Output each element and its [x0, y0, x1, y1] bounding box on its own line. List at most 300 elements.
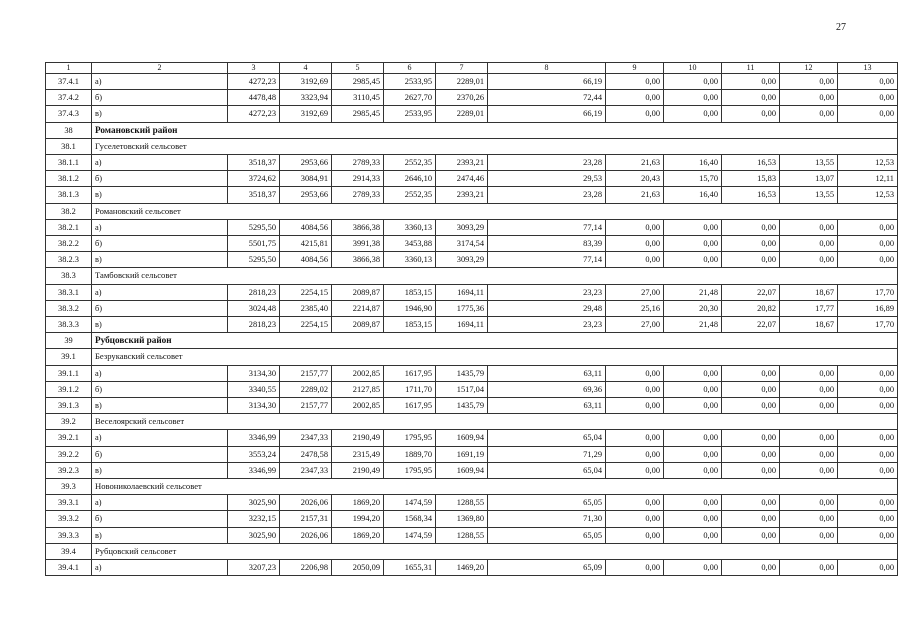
value-cell: 2157,77	[280, 398, 332, 414]
value-cell: 2953,66	[280, 187, 332, 203]
council-title: Романовский сельсовет	[92, 203, 898, 219]
district-row	[46, 122, 898, 138]
value-cell: 0,00	[838, 495, 898, 511]
district-row	[46, 333, 898, 349]
value-cell: 2818,23	[228, 317, 280, 333]
page-number: 27	[836, 22, 846, 33]
table-row	[46, 300, 898, 316]
value-cell: 3346,99	[228, 430, 280, 446]
value-cell: 12,53	[838, 187, 898, 203]
variant-label: а)	[92, 430, 228, 446]
value-cell: 20,30	[664, 300, 722, 316]
value-cell: 1568,34	[384, 511, 436, 527]
value-cell: 0,00	[722, 74, 780, 90]
row-index: 39.4.1	[46, 560, 92, 576]
value-cell: 2050,09	[332, 560, 384, 576]
value-cell: 0,00	[606, 430, 664, 446]
value-cell: 12,11	[838, 171, 898, 187]
value-cell: 0,00	[722, 381, 780, 397]
table-row	[46, 106, 898, 122]
value-cell: 1711,70	[384, 381, 436, 397]
value-cell: 2002,85	[332, 398, 384, 414]
value-cell: 0,00	[664, 74, 722, 90]
value-cell: 3134,30	[228, 365, 280, 381]
row-index: 39.1.2	[46, 381, 92, 397]
column-number-row	[46, 63, 898, 74]
value-cell: 2789,33	[332, 187, 384, 203]
value-cell: 0,00	[606, 236, 664, 252]
value-cell: 0,00	[838, 462, 898, 478]
variant-label: а)	[92, 284, 228, 300]
value-cell: 4478,48	[228, 90, 280, 106]
council-row	[46, 268, 898, 284]
value-cell: 0,00	[838, 365, 898, 381]
council-row	[46, 349, 898, 365]
value-cell: 2533,95	[384, 74, 436, 90]
value-cell: 2474,46	[436, 171, 488, 187]
column-number-header: 5	[332, 63, 384, 74]
value-cell: 0,00	[664, 560, 722, 576]
value-cell: 77,14	[488, 219, 606, 235]
row-index: 39.1	[46, 349, 92, 365]
value-cell: 4215,81	[280, 236, 332, 252]
value-cell: 4272,23	[228, 74, 280, 90]
value-cell: 0,00	[780, 365, 838, 381]
value-cell: 3192,69	[280, 106, 332, 122]
row-index: 39.2	[46, 414, 92, 430]
table-row	[46, 560, 898, 576]
value-cell: 0,00	[664, 219, 722, 235]
value-cell: 66,19	[488, 106, 606, 122]
value-cell: 0,00	[780, 527, 838, 543]
value-cell: 1694,11	[436, 284, 488, 300]
value-cell: 3323,94	[280, 90, 332, 106]
variant-label: б)	[92, 90, 228, 106]
value-cell: 1946,90	[384, 300, 436, 316]
tariff-table	[45, 62, 898, 576]
value-cell: 2818,23	[228, 284, 280, 300]
value-cell: 1609,94	[436, 430, 488, 446]
value-cell: 21,63	[606, 187, 664, 203]
row-index: 37.4.2	[46, 90, 92, 106]
council-title: Тамбовский сельсовет	[92, 268, 898, 284]
value-cell: 23,28	[488, 187, 606, 203]
value-cell: 13,55	[780, 187, 838, 203]
value-cell: 63,11	[488, 398, 606, 414]
column-number-header: 10	[664, 63, 722, 74]
column-number-header: 13	[838, 63, 898, 74]
variant-label: б)	[92, 171, 228, 187]
value-cell: 0,00	[838, 106, 898, 122]
value-cell: 18,67	[780, 284, 838, 300]
variant-label: в)	[92, 252, 228, 268]
value-cell: 2478,58	[280, 446, 332, 462]
value-cell: 0,00	[780, 446, 838, 462]
variant-label: а)	[92, 365, 228, 381]
column-number-header: 8	[488, 63, 606, 74]
value-cell: 0,00	[722, 219, 780, 235]
value-cell: 66,19	[488, 74, 606, 90]
value-cell: 0,00	[606, 560, 664, 576]
value-cell: 2552,35	[384, 187, 436, 203]
value-cell: 0,00	[664, 398, 722, 414]
value-cell: 1853,15	[384, 284, 436, 300]
variant-label: в)	[92, 106, 228, 122]
value-cell: 0,00	[606, 462, 664, 478]
value-cell: 0,00	[838, 446, 898, 462]
variant-label: а)	[92, 560, 228, 576]
value-cell: 0,00	[722, 511, 780, 527]
value-cell: 3518,37	[228, 155, 280, 171]
value-cell: 13,07	[780, 171, 838, 187]
value-cell: 3025,90	[228, 527, 280, 543]
value-cell: 0,00	[780, 219, 838, 235]
value-cell: 20,82	[722, 300, 780, 316]
value-cell: 2985,45	[332, 106, 384, 122]
value-cell: 0,00	[722, 462, 780, 478]
variant-label: а)	[92, 155, 228, 171]
council-row	[46, 543, 898, 559]
value-cell: 83,39	[488, 236, 606, 252]
value-cell: 0,00	[780, 236, 838, 252]
value-cell: 2953,66	[280, 155, 332, 171]
value-cell: 3866,38	[332, 252, 384, 268]
district-title: Рубцовский район	[92, 333, 898, 349]
value-cell: 2533,95	[384, 106, 436, 122]
value-cell: 23,23	[488, 317, 606, 333]
value-cell: 22,07	[722, 317, 780, 333]
value-cell: 3174,54	[436, 236, 488, 252]
council-row	[46, 479, 898, 495]
value-cell: 0,00	[780, 462, 838, 478]
value-cell: 1694,11	[436, 317, 488, 333]
value-cell: 0,00	[664, 381, 722, 397]
value-cell: 16,53	[722, 187, 780, 203]
value-cell: 0,00	[606, 527, 664, 543]
value-cell: 0,00	[838, 236, 898, 252]
council-title: Рубцовский сельсовет	[92, 543, 898, 559]
table-row	[46, 252, 898, 268]
value-cell: 2789,33	[332, 155, 384, 171]
table-row	[46, 155, 898, 171]
value-cell: 0,00	[838, 398, 898, 414]
value-cell: 0,00	[664, 446, 722, 462]
variant-label: а)	[92, 74, 228, 90]
column-number-header: 11	[722, 63, 780, 74]
value-cell: 4084,56	[280, 252, 332, 268]
value-cell: 0,00	[664, 462, 722, 478]
value-cell: 0,00	[664, 365, 722, 381]
value-cell: 3518,37	[228, 187, 280, 203]
value-cell: 65,09	[488, 560, 606, 576]
value-cell: 0,00	[780, 90, 838, 106]
value-cell: 21,48	[664, 284, 722, 300]
value-cell: 2026,06	[280, 495, 332, 511]
value-cell: 0,00	[664, 252, 722, 268]
council-title: Гуселетовский сельсовет	[92, 138, 898, 154]
row-index: 39.2.2	[46, 446, 92, 462]
table-row	[46, 511, 898, 527]
value-cell: 16,40	[664, 187, 722, 203]
row-index: 38.2	[46, 203, 92, 219]
value-cell: 3453,88	[384, 236, 436, 252]
value-cell: 0,00	[838, 511, 898, 527]
value-cell: 0,00	[664, 90, 722, 106]
variant-label: в)	[92, 317, 228, 333]
table-row	[46, 90, 898, 106]
value-cell: 0,00	[664, 106, 722, 122]
council-row	[46, 138, 898, 154]
column-number-header: 4	[280, 63, 332, 74]
row-index: 39.1.1	[46, 365, 92, 381]
value-cell: 65,04	[488, 462, 606, 478]
value-cell: 1775,36	[436, 300, 488, 316]
value-cell: 0,00	[722, 106, 780, 122]
row-index: 39.2.3	[46, 462, 92, 478]
value-cell: 1369,80	[436, 511, 488, 527]
value-cell: 2393,21	[436, 187, 488, 203]
value-cell: 0,00	[722, 252, 780, 268]
value-cell: 22,07	[722, 284, 780, 300]
value-cell: 0,00	[722, 446, 780, 462]
value-cell: 0,00	[780, 252, 838, 268]
value-cell: 0,00	[664, 527, 722, 543]
council-row	[46, 414, 898, 430]
value-cell: 0,00	[838, 527, 898, 543]
district-title: Романовский район	[92, 122, 898, 138]
row-index: 37.4.3	[46, 106, 92, 122]
value-cell: 2289,02	[280, 381, 332, 397]
value-cell: 3991,38	[332, 236, 384, 252]
value-cell: 77,14	[488, 252, 606, 268]
value-cell: 3192,69	[280, 74, 332, 90]
value-cell: 2985,45	[332, 74, 384, 90]
table-body	[46, 74, 898, 576]
row-index: 37.4.1	[46, 74, 92, 90]
value-cell: 65,05	[488, 527, 606, 543]
value-cell: 5501,75	[228, 236, 280, 252]
value-cell: 16,89	[838, 300, 898, 316]
table-row	[46, 171, 898, 187]
value-cell: 0,00	[722, 430, 780, 446]
value-cell: 25,16	[606, 300, 664, 316]
value-cell: 3232,15	[228, 511, 280, 527]
table-row	[46, 74, 898, 90]
value-cell: 3024,48	[228, 300, 280, 316]
value-cell: 1853,15	[384, 317, 436, 333]
variant-label: в)	[92, 462, 228, 478]
table-row	[46, 284, 898, 300]
column-number-header: 1	[46, 63, 92, 74]
value-cell: 72,44	[488, 90, 606, 106]
value-cell: 0,00	[606, 219, 664, 235]
value-cell: 16,53	[722, 155, 780, 171]
value-cell: 2385,40	[280, 300, 332, 316]
value-cell: 63,11	[488, 365, 606, 381]
table-row	[46, 381, 898, 397]
value-cell: 0,00	[838, 381, 898, 397]
value-cell: 0,00	[780, 398, 838, 414]
value-cell: 0,00	[780, 495, 838, 511]
value-cell: 1474,59	[384, 527, 436, 543]
value-cell: 16,40	[664, 155, 722, 171]
value-cell: 5295,50	[228, 252, 280, 268]
value-cell: 20,43	[606, 171, 664, 187]
value-cell: 2206,98	[280, 560, 332, 576]
value-cell: 1517,04	[436, 381, 488, 397]
council-title: Новониколаевский сельсовет	[92, 479, 898, 495]
table-row	[46, 219, 898, 235]
value-cell: 65,05	[488, 495, 606, 511]
table-row	[46, 495, 898, 511]
value-cell: 0,00	[780, 511, 838, 527]
value-cell: 1795,95	[384, 462, 436, 478]
value-cell: 0,00	[780, 381, 838, 397]
variant-label: в)	[92, 187, 228, 203]
value-cell: 2157,31	[280, 511, 332, 527]
value-cell: 2190,49	[332, 430, 384, 446]
value-cell: 3207,23	[228, 560, 280, 576]
value-cell: 0,00	[838, 430, 898, 446]
value-cell: 5295,50	[228, 219, 280, 235]
value-cell: 0,00	[780, 560, 838, 576]
table-row	[46, 187, 898, 203]
value-cell: 0,00	[606, 106, 664, 122]
row-index: 38.1	[46, 138, 92, 154]
value-cell: 2347,33	[280, 462, 332, 478]
value-cell: 2370,26	[436, 90, 488, 106]
row-index: 38.1.3	[46, 187, 92, 203]
variant-label: б)	[92, 511, 228, 527]
value-cell: 3346,99	[228, 462, 280, 478]
value-cell: 0,00	[606, 446, 664, 462]
row-index: 38.3	[46, 268, 92, 284]
value-cell: 0,00	[664, 495, 722, 511]
value-cell: 2254,15	[280, 317, 332, 333]
value-cell: 71,30	[488, 511, 606, 527]
council-title: Веселоярский сельсовет	[92, 414, 898, 430]
table-row	[46, 527, 898, 543]
value-cell: 2127,85	[332, 381, 384, 397]
value-cell: 1691,19	[436, 446, 488, 462]
variant-label: в)	[92, 398, 228, 414]
value-cell: 0,00	[722, 495, 780, 511]
value-cell: 13,55	[780, 155, 838, 171]
value-cell: 0,00	[664, 236, 722, 252]
value-cell: 3340,55	[228, 381, 280, 397]
value-cell: 29,48	[488, 300, 606, 316]
value-cell: 17,70	[838, 284, 898, 300]
value-cell: 0,00	[838, 219, 898, 235]
value-cell: 69,36	[488, 381, 606, 397]
value-cell: 3110,45	[332, 90, 384, 106]
value-cell: 0,00	[606, 381, 664, 397]
value-cell: 2347,33	[280, 430, 332, 446]
value-cell: 0,00	[780, 106, 838, 122]
table-row	[46, 462, 898, 478]
value-cell: 29,53	[488, 171, 606, 187]
row-index: 38.1.2	[46, 171, 92, 187]
column-number-header: 2	[92, 63, 228, 74]
value-cell: 0,00	[606, 74, 664, 90]
value-cell: 0,00	[722, 365, 780, 381]
row-index: 39.3.1	[46, 495, 92, 511]
value-cell: 2214,87	[332, 300, 384, 316]
value-cell: 17,70	[838, 317, 898, 333]
value-cell: 1469,20	[436, 560, 488, 576]
row-index: 38.2.2	[46, 236, 92, 252]
value-cell: 1889,70	[384, 446, 436, 462]
value-cell: 0,00	[838, 74, 898, 90]
value-cell: 15,83	[722, 171, 780, 187]
variant-label: б)	[92, 236, 228, 252]
value-cell: 0,00	[606, 90, 664, 106]
value-cell: 0,00	[722, 398, 780, 414]
value-cell: 3093,29	[436, 219, 488, 235]
value-cell: 1869,20	[332, 495, 384, 511]
row-index: 38.2.1	[46, 219, 92, 235]
row-index: 39.3	[46, 479, 92, 495]
row-index: 38.2.3	[46, 252, 92, 268]
value-cell: 3553,24	[228, 446, 280, 462]
row-index: 38	[46, 122, 92, 138]
row-index: 39.3.3	[46, 527, 92, 543]
value-cell: 3724,62	[228, 171, 280, 187]
table-row	[46, 398, 898, 414]
value-cell: 2552,35	[384, 155, 436, 171]
value-cell: 23,23	[488, 284, 606, 300]
value-cell: 1795,95	[384, 430, 436, 446]
value-cell: 2315,49	[332, 446, 384, 462]
council-row	[46, 203, 898, 219]
table-row	[46, 365, 898, 381]
row-index: 39.2.1	[46, 430, 92, 446]
value-cell: 1617,95	[384, 398, 436, 414]
value-cell: 2289,01	[436, 106, 488, 122]
variant-label: а)	[92, 495, 228, 511]
variant-label: б)	[92, 300, 228, 316]
value-cell: 65,04	[488, 430, 606, 446]
value-cell: 21,48	[664, 317, 722, 333]
value-cell: 2190,49	[332, 462, 384, 478]
value-cell: 21,63	[606, 155, 664, 171]
value-cell: 0,00	[838, 560, 898, 576]
column-number-header: 9	[606, 63, 664, 74]
value-cell: 0,00	[664, 511, 722, 527]
value-cell: 27,00	[606, 317, 664, 333]
value-cell: 0,00	[606, 365, 664, 381]
value-cell: 0,00	[606, 398, 664, 414]
value-cell: 12,53	[838, 155, 898, 171]
value-cell: 0,00	[780, 430, 838, 446]
value-cell: 1435,79	[436, 398, 488, 414]
council-title: Безрукавский сельсовет	[92, 349, 898, 365]
value-cell: 1288,55	[436, 527, 488, 543]
value-cell: 3134,30	[228, 398, 280, 414]
row-index: 38.3.1	[46, 284, 92, 300]
value-cell: 71,29	[488, 446, 606, 462]
value-cell: 0,00	[722, 527, 780, 543]
value-cell: 2026,06	[280, 527, 332, 543]
value-cell: 18,67	[780, 317, 838, 333]
row-index: 38.3.2	[46, 300, 92, 316]
value-cell: 2289,01	[436, 74, 488, 90]
table-row	[46, 446, 898, 462]
row-index: 38.3.3	[46, 317, 92, 333]
value-cell: 3084,91	[280, 171, 332, 187]
value-cell: 2089,87	[332, 317, 384, 333]
column-number-header: 3	[228, 63, 280, 74]
